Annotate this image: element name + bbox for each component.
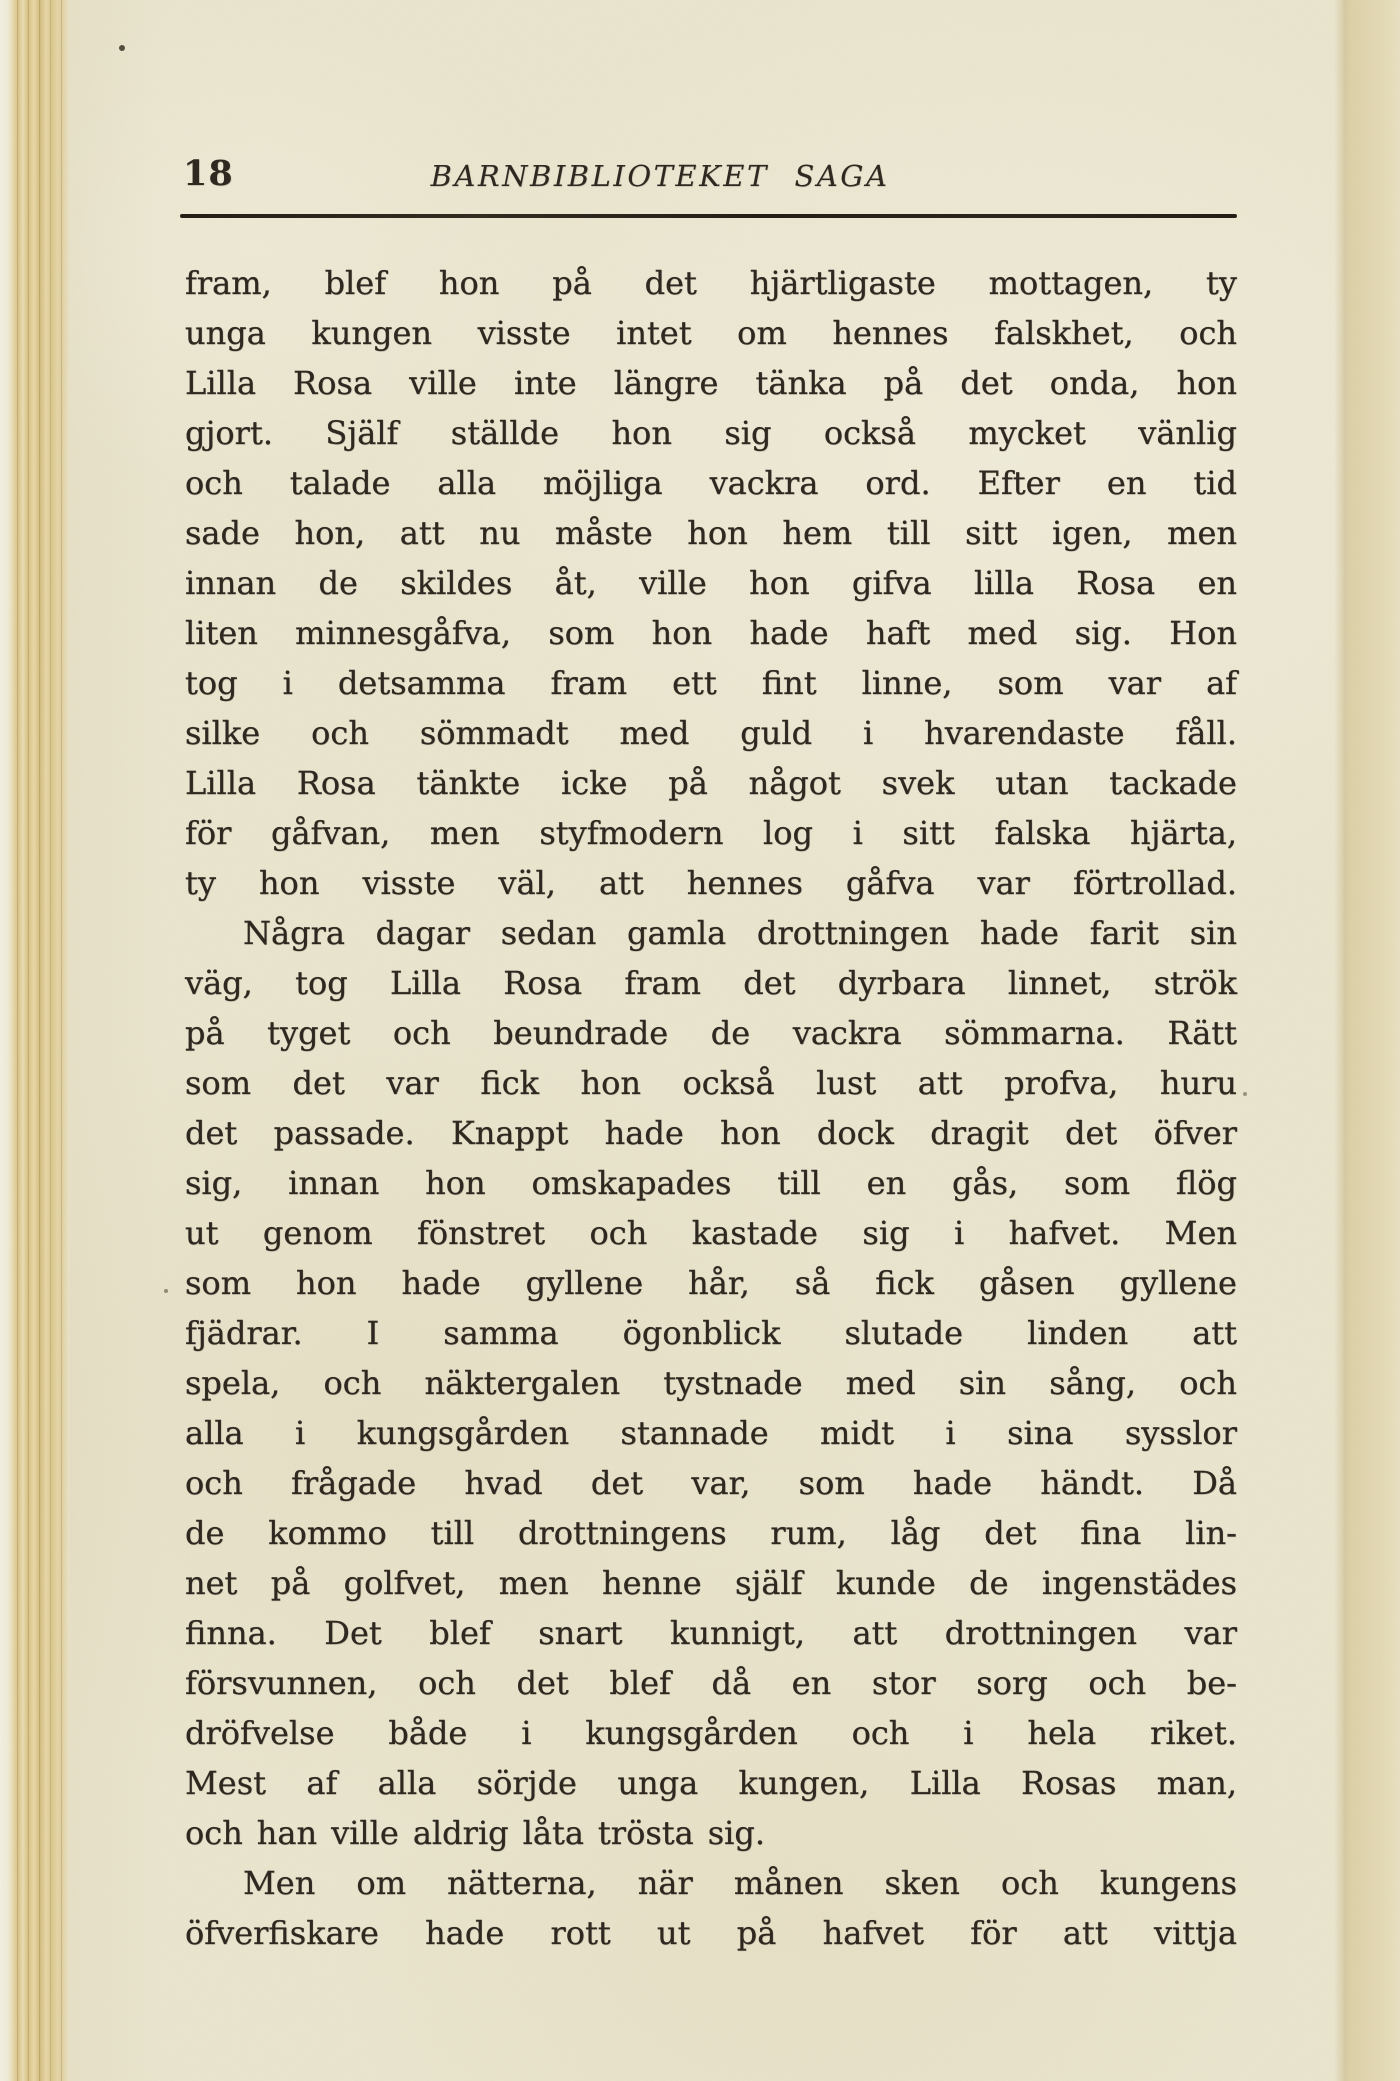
text-line: unga kungen visste intet om hennes falskhet, och (185, 314, 1237, 352)
text-line: och frågade hvad det var, som hade händt. Då (185, 1464, 1237, 1502)
page-fold-edge (1334, 0, 1400, 2081)
text-line: de kommo till drottningens rum, låg det fina lin- (185, 1514, 1237, 1552)
text-line: gjort. Själf ställde hon sig också mycket vänlig (185, 414, 1237, 452)
ink-speck (1243, 1092, 1247, 1096)
text-line: tog i detsamma fram ett fint linne, som var af (185, 664, 1237, 702)
text-line: net på golfvet, men henne själf kunde de ingenstädes (185, 1564, 1237, 1602)
text-line: dröfvelse både i kungsgården och i hela riket. (185, 1714, 1237, 1752)
text-line: alla i kungsgården stannade midt i sina sysslor (185, 1414, 1237, 1452)
text-line: ut genom fönstret och kastade sig i hafvet. Men (185, 1214, 1237, 1252)
text-line: på tyget och beundrade de vackra sömmarna. Rätt (185, 1014, 1237, 1052)
text-line: fjädrar. I samma ögonblick slutade linden att (185, 1314, 1237, 1352)
text-line: Lilla Rosa ville inte längre tänka på det onda, hon (185, 364, 1237, 402)
body-text (185, 258, 1237, 1958)
text-line: silke och sömmadt med guld i hvarendaste fåll. (185, 714, 1237, 752)
running-header-title: BARNBIBLIOTEKET SAGA (430, 159, 890, 193)
text-line: som det var fick hon också lust att profva, huru (185, 1064, 1237, 1102)
text-line: finna. Det blef snart kunnigt, att drottningen var (185, 1614, 1237, 1652)
text-line: och talade alla möjliga vackra ord. Efter en tid (185, 464, 1237, 502)
text-line: Några dagar sedan gamla drottningen hade farit sin (243, 914, 1237, 952)
text-line: som hon hade gyllene hår, så fick gåsen gyllene (185, 1264, 1237, 1302)
text-line: försvunnen, och det blef då en stor sorg och be- (185, 1664, 1237, 1702)
header-rule (180, 214, 1237, 218)
text-line: liten minnesgåfva, som hon hade haft med sig. Hon (185, 614, 1237, 652)
text-line: för gåfvan, men styfmodern log i sitt falska hjärta, (185, 814, 1237, 852)
text-line: sade hon, att nu måste hon hem till sitt igen, men (185, 514, 1237, 552)
text-line: väg, tog Lilla Rosa fram det dyrbara linnet, strök (185, 964, 1237, 1002)
text-line: ty hon visste väl, att hennes gåfva var förtrollad. (185, 864, 1237, 902)
ink-speck (164, 1289, 168, 1293)
text-line: Mest af alla sörjde unga kungen, Lilla Rosas man, (185, 1764, 1237, 1802)
text-line: innan de skildes åt, ville hon gifva lilla Rosa en (185, 564, 1237, 602)
text-line: Lilla Rosa tänkte icke på något svek utan tackade (185, 764, 1237, 802)
ink-speck (119, 45, 125, 51)
text-line: öfverfiskare hade rott ut på hafvet för att vittja (185, 1914, 1237, 1952)
book-page-stack-edge (0, 0, 70, 2081)
text-line: och han ville aldrig låta trösta sig. (185, 1814, 766, 1852)
text-line: det passade. Knappt hade hon dock dragit det öfver (185, 1114, 1237, 1152)
page-number: 18 (183, 153, 234, 194)
text-line: Men om nätterna, när månen sken och kungens (243, 1864, 1237, 1902)
text-line: spela, och näktergalen tystnade med sin sång, och (185, 1364, 1237, 1402)
text-line: sig, innan hon omskapades till en gås, som flög (185, 1164, 1237, 1202)
text-line: fram, blef hon på det hjärtligaste mottagen, ty (185, 264, 1237, 302)
